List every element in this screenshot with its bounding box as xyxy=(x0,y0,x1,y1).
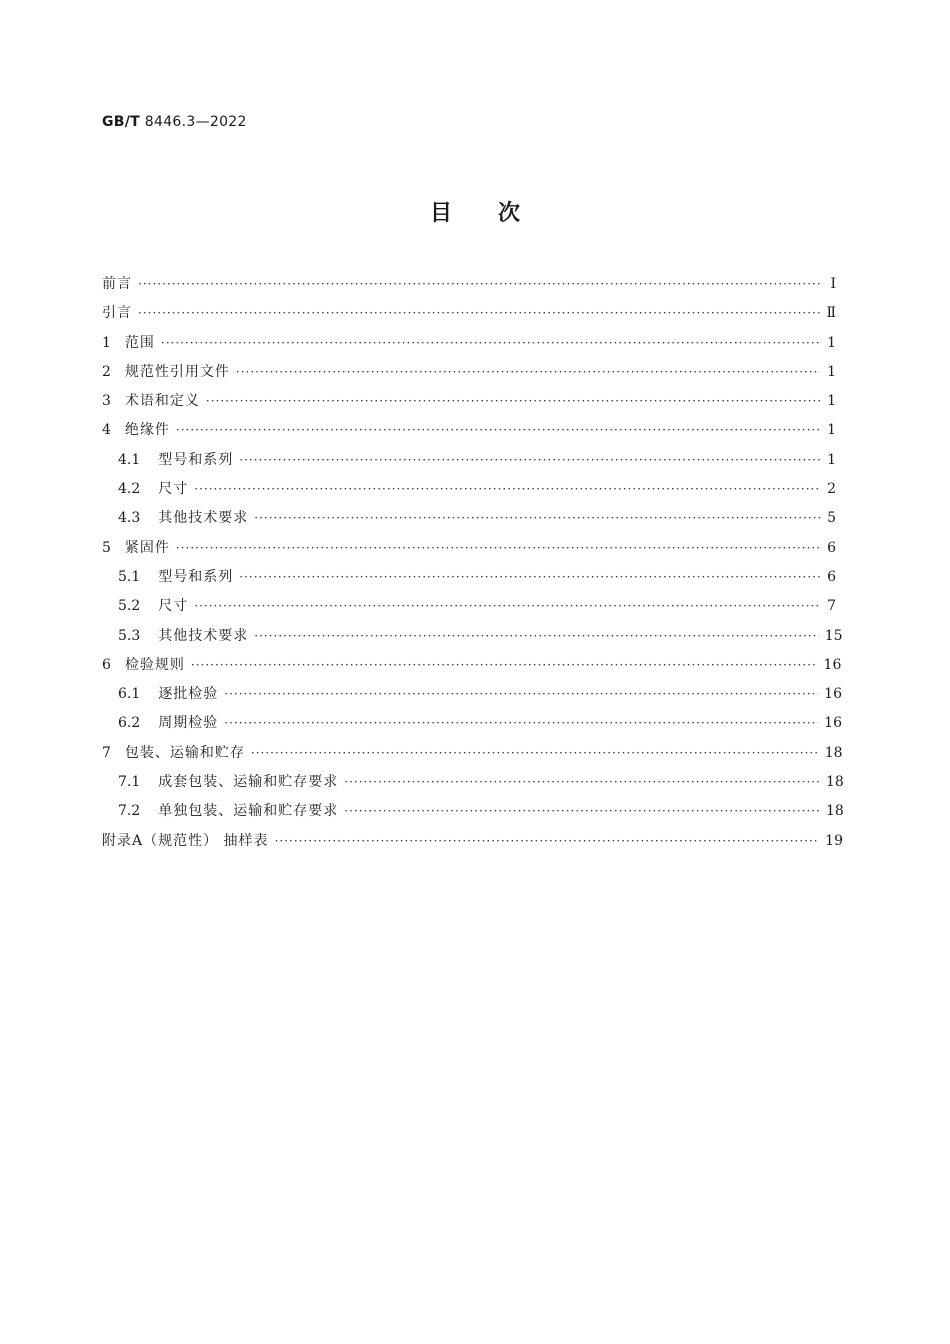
toc-entry-number: 2 xyxy=(102,363,111,380)
toc-dot-leader xyxy=(206,387,820,416)
toc-entry-number: 4.3 xyxy=(118,510,141,527)
toc-entry[interactable] xyxy=(102,446,836,475)
toc-entry-title: 尺寸 xyxy=(158,598,189,615)
toc-entry-page: 1 xyxy=(827,451,836,468)
toc-entry-title: 型号和系列 xyxy=(158,568,234,585)
toc-entry-page: 2 xyxy=(827,481,836,498)
toc-entry-page: 16 xyxy=(824,686,842,703)
standard-number: 8446.3—2022 xyxy=(144,114,247,130)
toc-entry-number: 4.2 xyxy=(118,481,141,498)
toc-entry-title: 其他技术要求 xyxy=(158,627,249,644)
toc-entry-page: 1 xyxy=(827,363,836,380)
toc-dot-leader xyxy=(236,358,820,387)
toc-entry-number: 5 xyxy=(102,539,111,556)
toc-entry-number: 4.1 xyxy=(118,451,141,468)
toc-entry[interactable] xyxy=(102,504,836,533)
toc-entry[interactable] xyxy=(102,622,843,651)
toc-entry[interactable] xyxy=(102,329,836,358)
toc-entry[interactable] xyxy=(102,299,836,328)
toc-entry-title: 其他技术要求 xyxy=(158,510,249,527)
toc-entry-number: 7.1 xyxy=(118,774,141,791)
toc-entry-title: 前言 xyxy=(102,276,132,292)
toc-dot-leader xyxy=(161,329,820,358)
toc-entry-number: 6.2 xyxy=(118,715,141,732)
toc-entry-page: 18 xyxy=(824,744,843,761)
toc-entry[interactable] xyxy=(102,797,844,826)
toc-entry[interactable] xyxy=(102,739,843,768)
toc-entry[interactable] xyxy=(102,416,836,445)
toc-entry-title: 紧固件 xyxy=(124,539,170,556)
toc-entry-number: 5.2 xyxy=(118,598,141,615)
toc-dot-leader xyxy=(191,651,818,680)
toc-entry-page: 5 xyxy=(827,510,836,527)
toc-entry[interactable] xyxy=(102,768,844,797)
toc-entry-title: 规范性引用文件 xyxy=(124,363,230,380)
toc-entry-page: 18 xyxy=(826,774,844,791)
toc-entry[interactable] xyxy=(102,534,836,563)
toc-entry-number: 1 xyxy=(102,334,111,351)
toc-entry-title: 尺寸 xyxy=(158,481,189,498)
toc-entry-number: 4 xyxy=(102,422,111,439)
toc-entry-page: 16 xyxy=(824,715,842,732)
toc-entry-page: Ⅰ xyxy=(830,276,836,292)
toc-entry-number: 3 xyxy=(102,393,111,410)
toc-entry-number: 7 xyxy=(102,744,111,761)
toc-dot-leader xyxy=(344,797,820,826)
toc-entry[interactable] xyxy=(102,270,836,299)
toc-entry-title: 附录A（规范性） 抽样表 xyxy=(102,832,269,849)
toc-dot-leader xyxy=(194,475,820,504)
toc-entry-title: 范围 xyxy=(124,334,155,351)
toc-entry-title: 周期检验 xyxy=(158,715,219,732)
toc-entry[interactable] xyxy=(102,827,843,856)
toc-entry-title: 单独包装、运输和贮存要求 xyxy=(158,803,339,820)
toc-entry[interactable] xyxy=(102,592,836,621)
toc-dot-leader xyxy=(138,270,820,299)
toc-dot-leader xyxy=(251,739,819,768)
toc-entry-page: 1 xyxy=(827,422,836,439)
toc-entry-page: 7 xyxy=(827,598,836,615)
toc-entry-number: 5.1 xyxy=(118,568,141,585)
toc-entry[interactable] xyxy=(102,387,836,416)
toc-dot-leader xyxy=(224,709,818,738)
toc-entry-title: 型号和系列 xyxy=(158,451,234,468)
standard-prefix: GB/T xyxy=(102,114,141,130)
toc-dot-leader xyxy=(176,534,820,563)
toc-entry-title: 术语和定义 xyxy=(124,393,200,410)
toc-dot-leader xyxy=(176,416,820,445)
toc-entry-page: 15 xyxy=(824,627,843,644)
toc-entry-number: 6.1 xyxy=(118,686,141,703)
toc-entry[interactable] xyxy=(102,709,842,738)
toc-entry[interactable] xyxy=(102,563,836,592)
toc-entry-number: 6 xyxy=(102,656,111,673)
toc-dot-leader xyxy=(344,768,820,797)
toc-entry[interactable] xyxy=(102,358,836,387)
toc-entry-number: 5.3 xyxy=(118,627,141,644)
toc-entry-title: 逐批检验 xyxy=(158,686,219,703)
toc-entry[interactable] xyxy=(102,651,842,680)
toc-dot-leader xyxy=(254,504,820,533)
toc-entry-title: 成套包装、运输和贮存要求 xyxy=(158,774,339,791)
toc-dot-leader xyxy=(224,680,818,709)
toc-entry-page: 6 xyxy=(827,539,836,556)
toc-entry-page: 1 xyxy=(827,393,836,410)
toc-entry[interactable] xyxy=(102,475,836,504)
toc-entry-page: 16 xyxy=(823,656,842,673)
toc-entry-title: 检验规则 xyxy=(124,656,185,673)
toc-dot-leader xyxy=(194,592,820,621)
toc-entry-title: 引言 xyxy=(102,305,132,322)
toc-dot-leader xyxy=(275,827,820,856)
toc-entry-page: 18 xyxy=(826,803,844,820)
table-of-contents xyxy=(102,270,844,856)
toc-entry-page: Ⅱ xyxy=(826,305,836,322)
toc-dot-leader xyxy=(239,446,820,475)
toc-entry[interactable] xyxy=(102,680,842,709)
page-title: 目次 xyxy=(429,201,566,226)
toc-entry-page: 1 xyxy=(827,334,836,351)
toc-entry-title: 包装、运输和贮存 xyxy=(124,744,245,761)
toc-entry-page: 6 xyxy=(827,568,836,585)
toc-dot-leader xyxy=(239,563,820,592)
toc-dot-leader xyxy=(138,299,820,328)
toc-entry-page: 19 xyxy=(825,832,843,849)
standard-code xyxy=(102,114,247,130)
toc-entry-number: 7.2 xyxy=(118,803,141,820)
toc-dot-leader xyxy=(254,622,819,651)
toc-entry-title: 绝缘件 xyxy=(124,422,170,439)
